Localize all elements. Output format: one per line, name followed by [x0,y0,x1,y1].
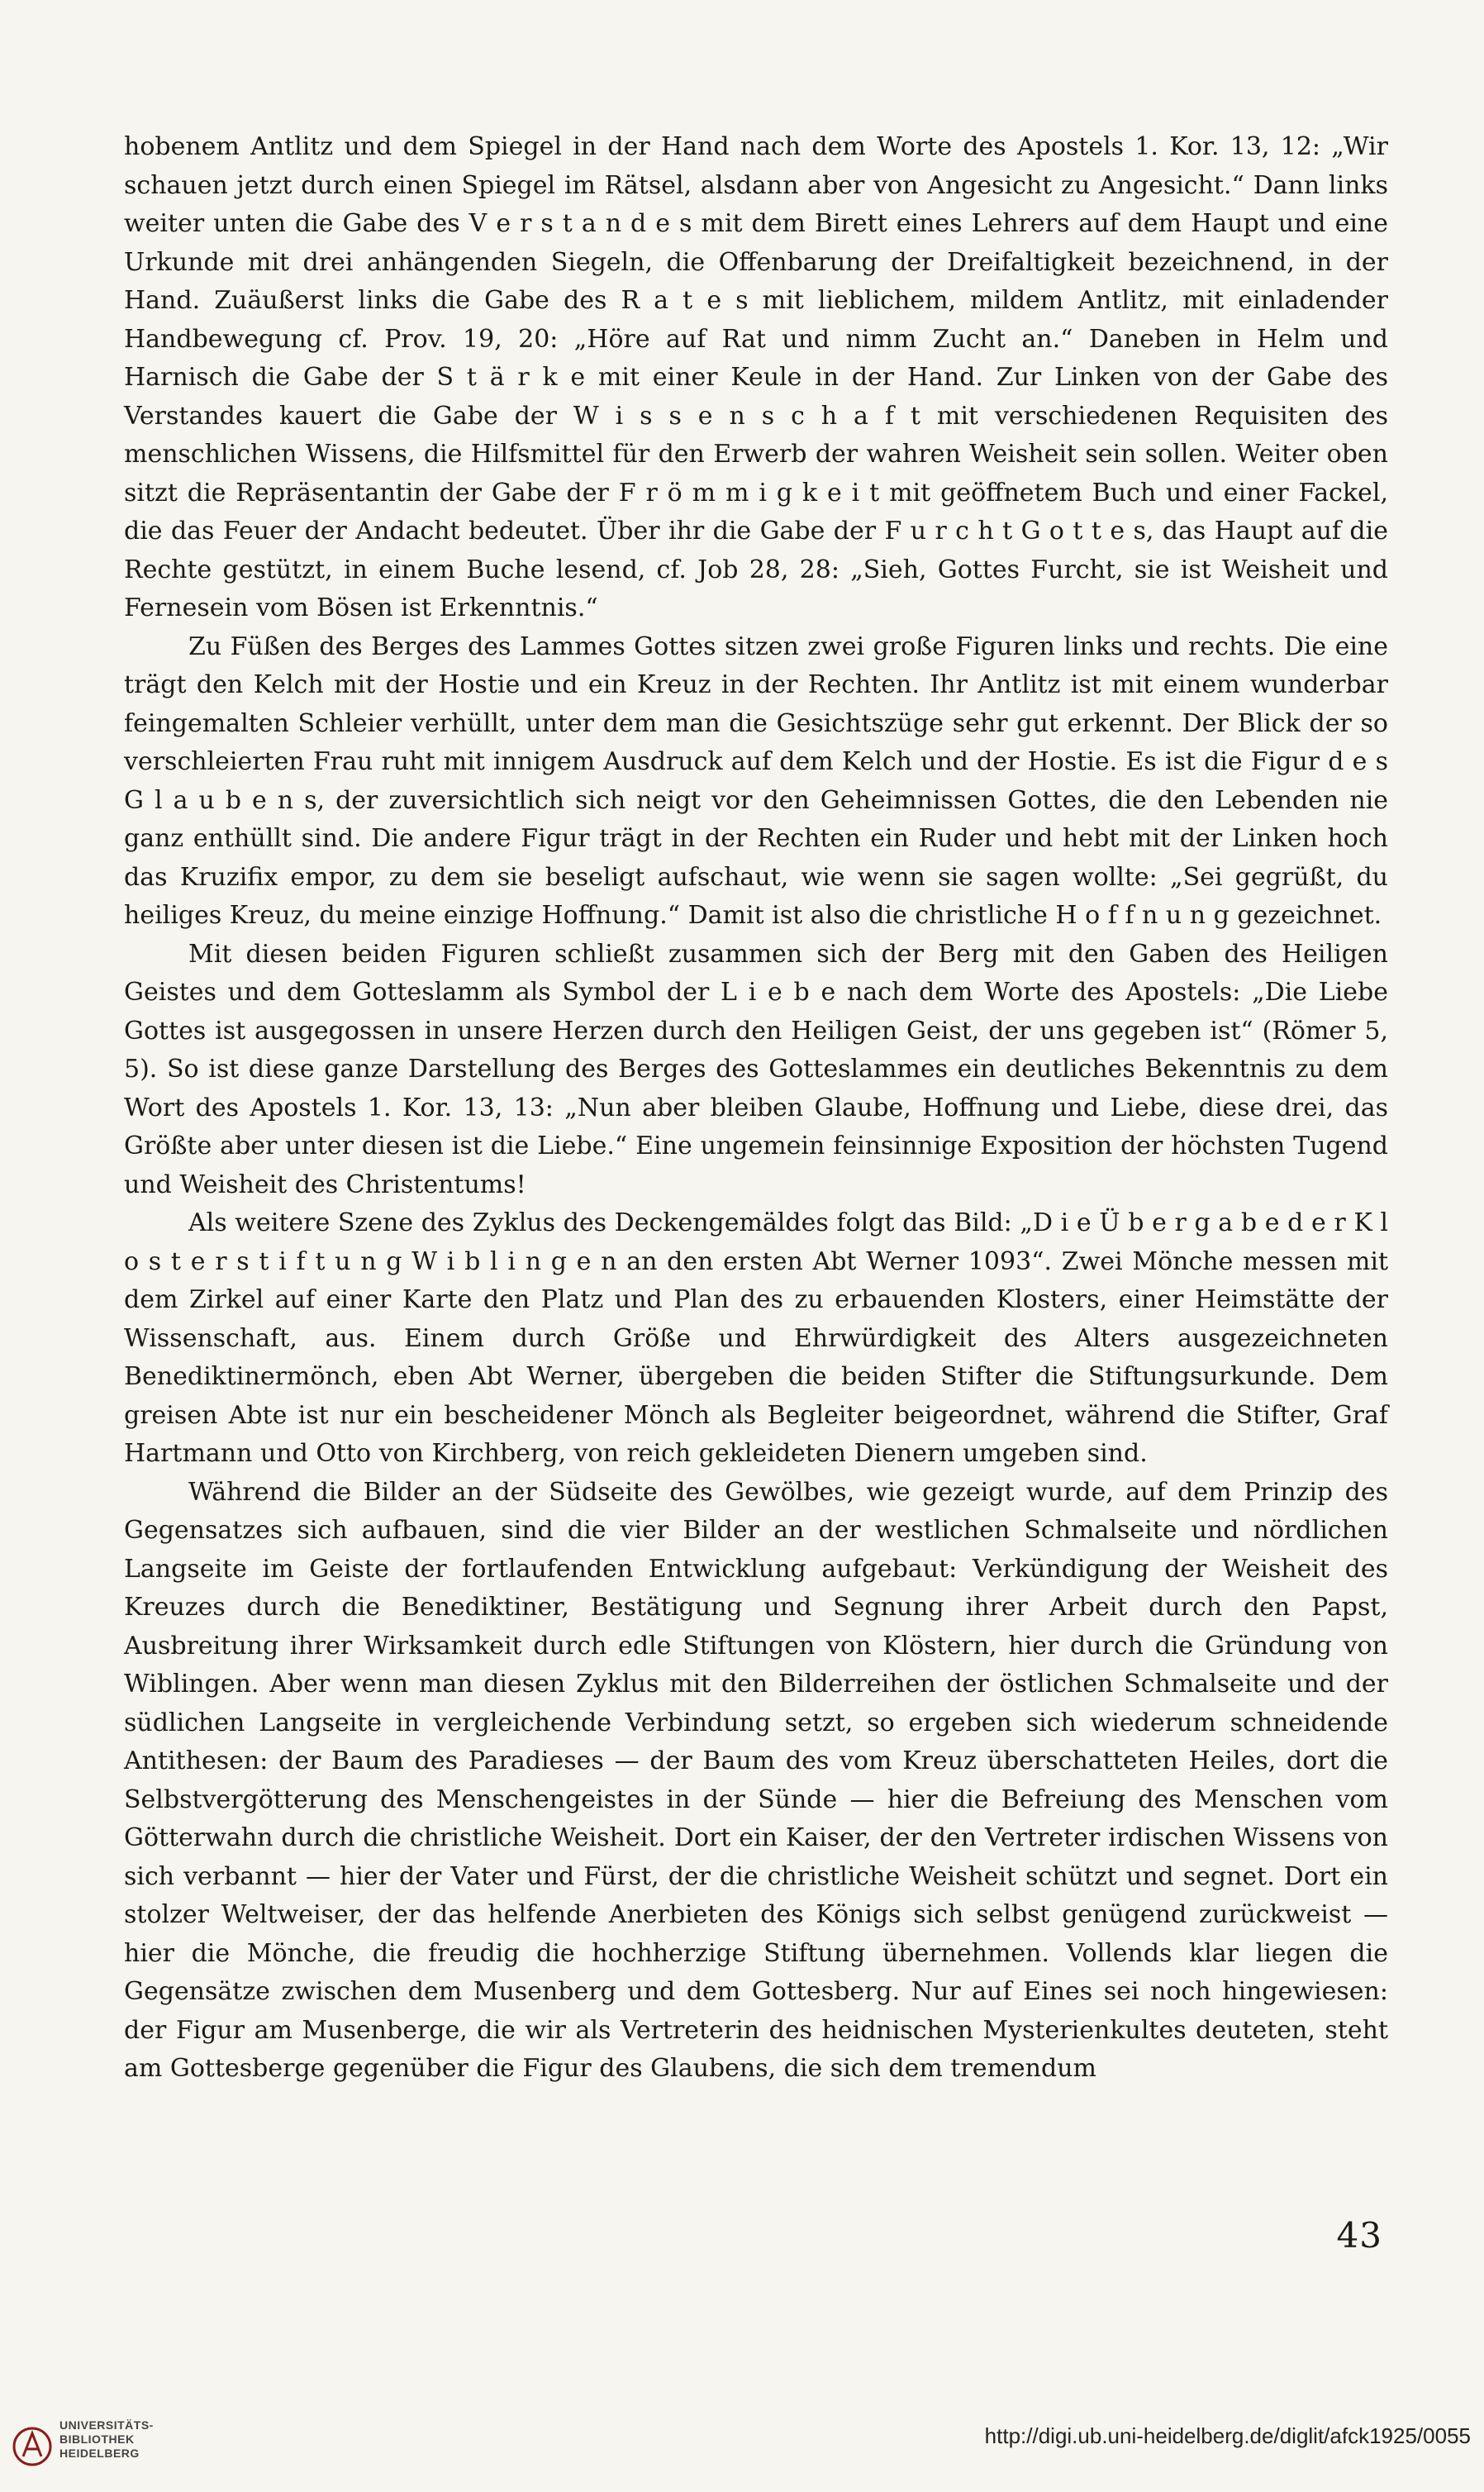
library-logo-text [59,2418,154,2461]
page-body [124,128,1388,2089]
paragraph-4: Als weitere Szene des Zyklus des Deckengemäldes folgt das Bild: „D i e Ü b e r g a b e d e r K l o s t e r s t i f t u n g W i b l i n g e n an den ersten Abt Werner 1093“. Zwei Mönche messen mit dem Zirkel auf einer Karte den Platz und Plan des zu erbauenden Klosters, einer Heimstätte der Wissenschaft, aus. Einem durch Größe und Ehrwürdigkeit des Alters ausgezeichneten Benediktinermönch, eben Abt Werner, übergeben die beiden Stifter die Stiftungsurkunde. Dem greisen Abte ist nur ein bescheidener Mönch als Begleiter beigeordnet, während die Stifter, Graf Hartmann und Otto von Kirchberg, von reich gekleideten Dienern umgeben sind. [124,1208,1388,1468]
logo-line-2: BIBLIOTHEK [59,2432,135,2446]
paragraph-1: hobenem Antlitz und dem Spiegel in der Hand nach dem Worte des Apostels 1. Kor. 13, 12: „Wir schauen jetzt durch einen Spiegel im Rätsel, alsdann aber von Angesicht zu Angesicht.“ Dann links weiter unten die Gabe des V e r s t a n d e s mit dem Birett eines Lehrers auf dem Haupt und eine Urkunde mit drei anhängenden Siegeln, die Offenbarung der Dreifaltigkeit bezeichnend, in der Hand. Zuäußerst links die Gabe des R a t e s mit lieblichem, mildem Antlitz, mit einladender Handbewegung cf. Prov. 19, 20: „Höre auf Rat und nimm Zucht an.“ Daneben in Helm und Harnisch die Gabe der S t ä r k e mit einer Keule in der Hand. Zur Linken von der Gabe des Verstandes kauert die Gabe der W i s s e n s c h a f t mit verschiedenen Requisiten des menschlichen Wissens, die Hilfsmittel für den Erwerb der wahren Weisheit sein sollen. Weiter oben sitzt die Repräsentantin der Gabe der F r ö m m i g k e i t mit geöffnetem Buch und einer Fackel, die das Feuer der Andacht bedeutet. Über ihr die Gabe der F u r c h t G o t t e s, das Haupt auf die Rechte gestützt, in einem Buche lesend, cf. Job 28, 28: „Sieh, Gottes Furcht, sie ist Weisheit und Fernesein vom Bösen ist Erkenntnis.“ [124,132,1388,622]
footer [0,2405,1484,2492]
logo-line-3: HEIDELBERG [59,2447,140,2460]
logo-line-1: UNIVERSITÄTS- [59,2418,154,2432]
paragraph-3: Mit diesen beiden Figuren schließt zusammen sich der Berg mit den Gaben des Heiligen Geistes und dem Gotteslamm als Symbol der L i e b e nach dem Worte des Apostels: „Die Liebe Gottes ist ausgegossen in unsere Herzen durch den Heiligen Geist, der uns gegeben ist“ (Römer 5, 5). So ist diese ganze Darstellung des Berges des Gotteslammes ein deutliches Bekenntnis zu dem Wort des Apostels 1. Kor. 13, 13: „Nun aber bleiben Glaube, Hoffnung und Liebe, diese drei, das Größte aber unter diesen ist die Liebe.“ Eine ungemein feinsinnige Exposition der höchsten Tugend und Weisheit des Christentums! [124,939,1388,1199]
paragraph-5: Während die Bilder an der Südseite des Gewölbes, wie gezeigt wurde, auf dem Prinzip des Gegensatzes sich aufbauen, sind die vier Bilder an der westlichen Schmalseite und nördlichen Langseite im Geiste der fortlaufenden Entwicklung aufgebaut: Verkündigung der Weisheit des Kreuzes durch die Benediktiner, Bestätigung und Segnung ihrer Arbeit durch den Papst, Ausbreitung ihrer Wirksamkeit durch edle Stiftungen von Klöstern, hier durch die Gründung von Wiblingen. Aber wenn man diesen Zyklus mit den Bilderreihen der östlichen Schmalseite und der südlichen Langseite in vergleichende Verbindung setzt, so ergeben sich wiederum schneidende Antithesen: der Baum des Paradieses — der Baum des vom Kreuz überschatteten Heiles, dort die Selbstvergötterung des Menschengeistes in der Sünde — hier die Befreiung des Menschen vom Götterwahn durch die christliche Weisheit. Dort ein Kaiser, der den Vertreter irdischen Wissens von sich verbannt — hier der Vater und Fürst, der die christliche Weisheit schützt und segnet. Dort ein stolzer Weltweiser, der das helfende Anerbieten des Königs sich selbst genügend zurückweist — hier die Mönche, die freudig die hochherzige Stiftung übernehmen. Vollends klar liegen die Gegensätze zwischen dem Musenberg und dem Gottesberg. Nur auf Eines sei noch hingewiesen: der Figur am Musenberge, die wir als Vertreterin des heidnischen Mysterienkultes deuteten, steht am Gottesberge gegenüber die Figur des Glaubens, die sich dem tremendum [124,1477,1388,2083]
library-logo [12,2413,193,2481]
page-number: 43 [1336,2215,1382,2256]
source-url-link[interactable]: http://digi.ub.uni-heidelberg.de/diglit/afck1925/0055 [984,2423,1471,2448]
library-logo-icon [12,2423,53,2470]
paragraph-2: Zu Füßen des Berges des Lammes Gottes sitzen zwei große Figuren links und rechts. Die eine trägt den Kelch mit der Hostie und ein Kreuz in der Rechten. Ihr Antlitz ist mit einem wunderbar feingemalten Schleier verhüllt, unter dem man die Gesichtszüge sehr gut erkennt. Der Blick der so verschleierten Frau ruht mit innigem Ausdruck auf dem Kelch und der Hostie. Es ist die Figur d e s G l a u b e n s, der zuversichtlich sich neigt vor den Geheimnissen Gottes, die den Lebenden nie ganz enthüllt sind. Die andere Figur trägt in der Rechten ein Ruder und hebt mit der Linken hoch das Kruzifix empor, zu dem sie beseligt aufschaut, wie wenn sie sagen wollte: „Sei gegrüßt, du heiliges Kreuz, du meine einzige Hoffnung.“ Damit ist also die christliche H o f f n u n g gezeichnet. [124,631,1388,930]
